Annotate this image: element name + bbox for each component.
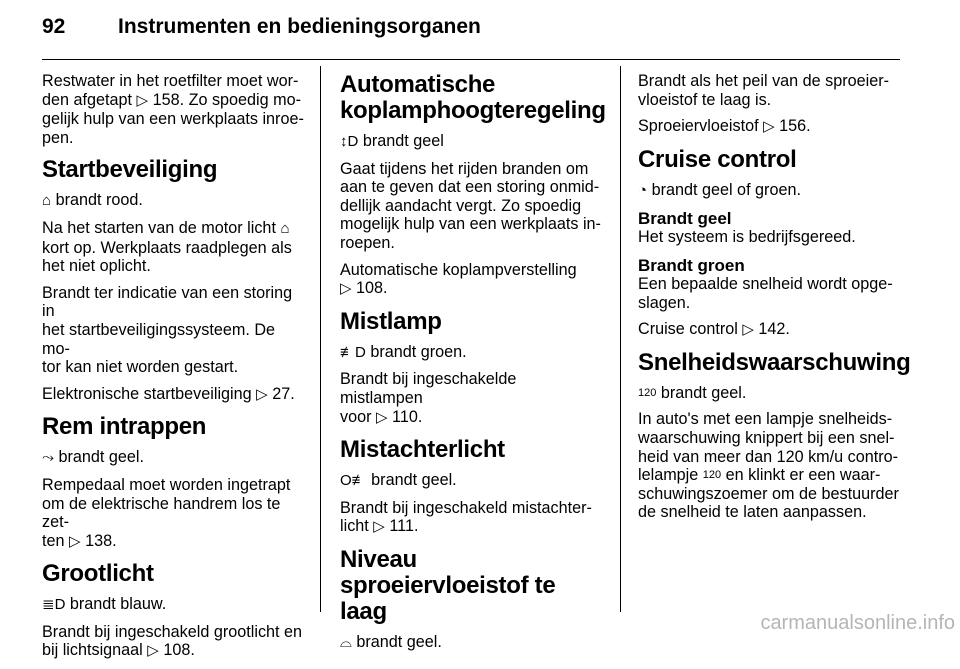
status-cruise-control: ◔ brandt geel of groen.: [638, 180, 801, 199]
heading-mistlamp: Mistlamp: [340, 307, 442, 335]
grootlicht-paragraph: Brandt bij ingeschakeld grootlicht en bij lichtsignaal ▷ 108.: [42, 622, 303, 660]
heading-rem-intrappen: Rem intrappen: [42, 413, 207, 441]
immobilizer-icon: ⌂: [280, 219, 290, 237]
reference-arrow-icon: ▷: [147, 642, 159, 660]
reference-arrow-icon: ▷: [256, 385, 268, 403]
column-divider-2: [620, 66, 621, 612]
column-3: [638, 72, 911, 530]
reference-arrow-icon: ▷: [69, 532, 81, 550]
startbeveiliging-paragraph-1: Na het starten van de motor licht ⌂ kort op. Werkplaats raadplegen als het niet oplicht.: [42, 218, 292, 276]
subheading-brandt-geel: Brandt geel: [638, 209, 732, 229]
watermark: carmanualsonline.info: [760, 612, 955, 634]
heading-koplamphoogteregeling: Automatische koplamphoogteregeling: [340, 71, 606, 124]
mistlamp-paragraph: Brandt bij ingeschakelde mistlampen voor ▷ 110.: [340, 370, 517, 426]
brake-pedal-icon: ⤳: [42, 449, 55, 467]
brandt-geel-text: Het systeem is bedrijfsgereed.: [638, 228, 856, 247]
sproei-reference: Sproeiervloeistof ▷ 156.: [638, 117, 811, 136]
status-grootlicht: ≣D brandt blauw.: [42, 595, 167, 614]
washer-fluid-icon: ⌓: [340, 633, 352, 651]
snelheid-paragraph: In auto's met een lampje snelheids- waarschuwing knippert bij een snel- heid van meer dan 120 km/u contro- lelampje 120 en klinkt er een waar- schuwingszoemer om de bestuurder de snelheid te laten aanpassen.: [638, 410, 899, 522]
cruise-control-icon: ◔: [638, 181, 648, 199]
fog-lamp-icon: ≢D: [340, 343, 366, 361]
status-snelheidswaarschuwing: 120 brandt geel.: [638, 383, 747, 402]
column-2: [340, 71, 606, 661]
headlight-level-icon: ↕D: [340, 133, 359, 150]
immobilizer-icon: ⌂: [42, 192, 52, 210]
heading-sproeiervloeistof: Niveau sproeiervloeistof te laag: [340, 545, 556, 625]
reference-arrow-icon: ▷: [373, 518, 385, 536]
cruise-reference: Cruise control ▷ 142.: [638, 320, 790, 339]
high-beam-icon: ≣D: [42, 596, 66, 614]
heading-snelheidswaarschuwing: Snelheidswaarschuwing: [638, 348, 911, 376]
subheading-brandt-groen: Brandt groen: [638, 255, 745, 275]
status-mistachterlicht: O≢ brandt geel.: [340, 471, 457, 490]
startbeveiliging-reference: Elektronische startbeveiliging ▷ 27.: [42, 384, 295, 403]
rear-fog-icon: O≢: [340, 472, 367, 490]
reference-arrow-icon: ▷: [376, 408, 388, 426]
reference-arrow-icon: ▷: [742, 321, 754, 339]
status-sproeiervloeistof: ⌓ brandt geel.: [340, 632, 442, 651]
reference-arrow-icon: ▷: [136, 91, 149, 109]
status-startbeveiliging: ⌂ brandt rood.: [42, 191, 143, 210]
rem-paragraph: Rempedaal moet worden ingetrapt om de elektrische handrem los te zet- ten ▷ 138.: [42, 475, 291, 550]
column-1: [42, 72, 305, 669]
page-header: [42, 15, 900, 47]
heading-mistachterlicht: Mistachterlicht: [340, 436, 505, 464]
startbeveiliging-paragraph-2: Brandt ter indicatie van een storing in het startbeveiligingssysteem. De mo- tor kan niet worden gestart.: [42, 283, 293, 377]
speed-warning-icon: 120: [638, 386, 657, 399]
reference-arrow-icon: ▷: [340, 280, 352, 298]
intro-paragraph: Restwater in het roetfilter moet wor- den afgetapt ▷ 158. Zo spoedig mo- gelijk hulp van een werkplaats inroe- pen.: [42, 72, 304, 147]
status-mistlamp: ≢D brandt groen.: [340, 342, 467, 361]
header-rule: [42, 59, 900, 60]
mistachterlicht-paragraph: Brandt bij ingeschakeld mistachter- licht ▷ 111.: [340, 498, 592, 536]
koplamp-paragraph-1: Gaat tijdens het rijden branden om aan te geven dat een storing onmid- dellijk aandacht vergt. Zo spoedig mogelijk hulp van een werkplaats in- roepen.: [340, 159, 601, 252]
heading-grootlicht: Grootlicht: [42, 560, 154, 588]
speed-warning-icon: 120: [702, 469, 722, 482]
brandt-groen-text: Een bepaalde snelheid wordt opge- slagen.: [638, 274, 893, 312]
heading-cruise-control: Cruise control: [638, 145, 797, 173]
koplamp-reference: Automatische koplampverstelling ▷ 108.: [340, 260, 577, 298]
status-koplamphoogteregeling: ↕D brandt geel: [340, 132, 444, 150]
column-divider-1: [320, 66, 321, 612]
reference-arrow-icon: ▷: [763, 118, 775, 136]
status-rem-intrappen: ⤳ brandt geel.: [42, 448, 145, 467]
sproei-continued-paragraph: Brandt als het peil van de sproeier- vloeistof te laag is.: [638, 72, 890, 109]
page-title: Instrumenten en bedieningsorganen: [118, 15, 481, 38]
heading-startbeveiliging: Startbeveiliging: [42, 156, 218, 184]
page-number: 92: [42, 15, 66, 38]
